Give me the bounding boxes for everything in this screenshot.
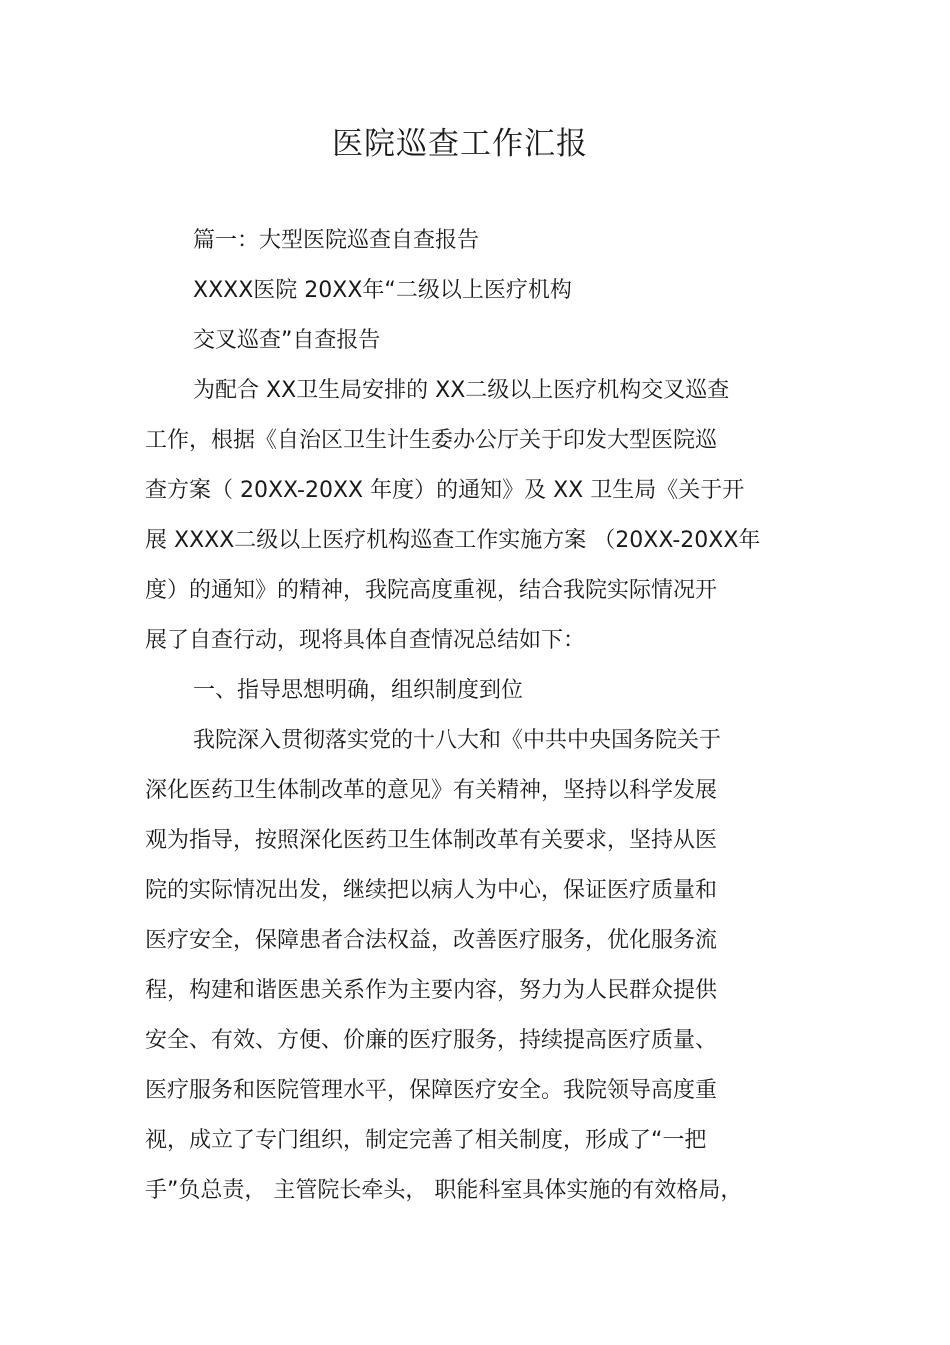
line-8: 度）的通知》的精神，我院高度重视，结合我院实际情况开	[145, 578, 718, 603]
line-17: 安全、有效、方便、价廉的医疗服务，持续提高医疗质量、	[145, 1028, 718, 1053]
line-12: 深化医药卫生体制改革的意见》有关精神，坚持以科学发展	[145, 778, 718, 803]
line-2: XXXX医院 20XX年“二级以上医疗机构	[193, 278, 572, 303]
line-20: 手”负总责， 主管院长牵头， 职能科室具体实施的有效格局，	[145, 1178, 743, 1203]
line-15: 医疗安全，保障患者合法权益，改善医疗服务，优化服务流	[145, 928, 718, 953]
line-16: 程，构建和谐医患关系作为主要内容，努力为人民群众提供	[145, 978, 718, 1003]
line-14: 院的实际情况出发，继续把以病人为中心，保证医疗质量和	[145, 878, 718, 903]
line-10: 一、指导思想明确，组织制度到位	[193, 678, 524, 703]
line-5: 工作，根据《自治区卫生计生委办公厅关于印发大型医院巡	[145, 428, 718, 453]
line-19: 视，成立了专门组织，制定完善了相关制度，形成了“一把	[145, 1128, 707, 1153]
line-7: 展 XXXX二级以上医疗机构巡查工作实施方案 （20XX-20XX年	[145, 528, 761, 553]
line-9: 展了自查行动，现将具体自查情况总结如下：	[145, 628, 586, 653]
line-4: 为配合 XX卫生局安排的 XX二级以上医疗机构交叉巡查	[193, 378, 730, 403]
line-6: 查方案（ 20XX-20XX 年度）的通知》及 XX 卫生局《关于开	[145, 478, 745, 503]
line-11: 我院深入贯彻落实党的十八大和《中共中央国务院关于	[193, 728, 722, 753]
line-3: 交叉巡查”自查报告	[193, 328, 381, 353]
line-1: 篇一：大型医院巡查自查报告	[193, 228, 480, 253]
document-title: 医院巡查工作汇报	[332, 126, 588, 162]
line-18: 医疗服务和医院管理水平，保障医疗安全。我院领导高度重	[145, 1078, 718, 1103]
line-13: 观为指导，按照深化医药卫生体制改革有关要求，坚持从医	[145, 828, 718, 853]
